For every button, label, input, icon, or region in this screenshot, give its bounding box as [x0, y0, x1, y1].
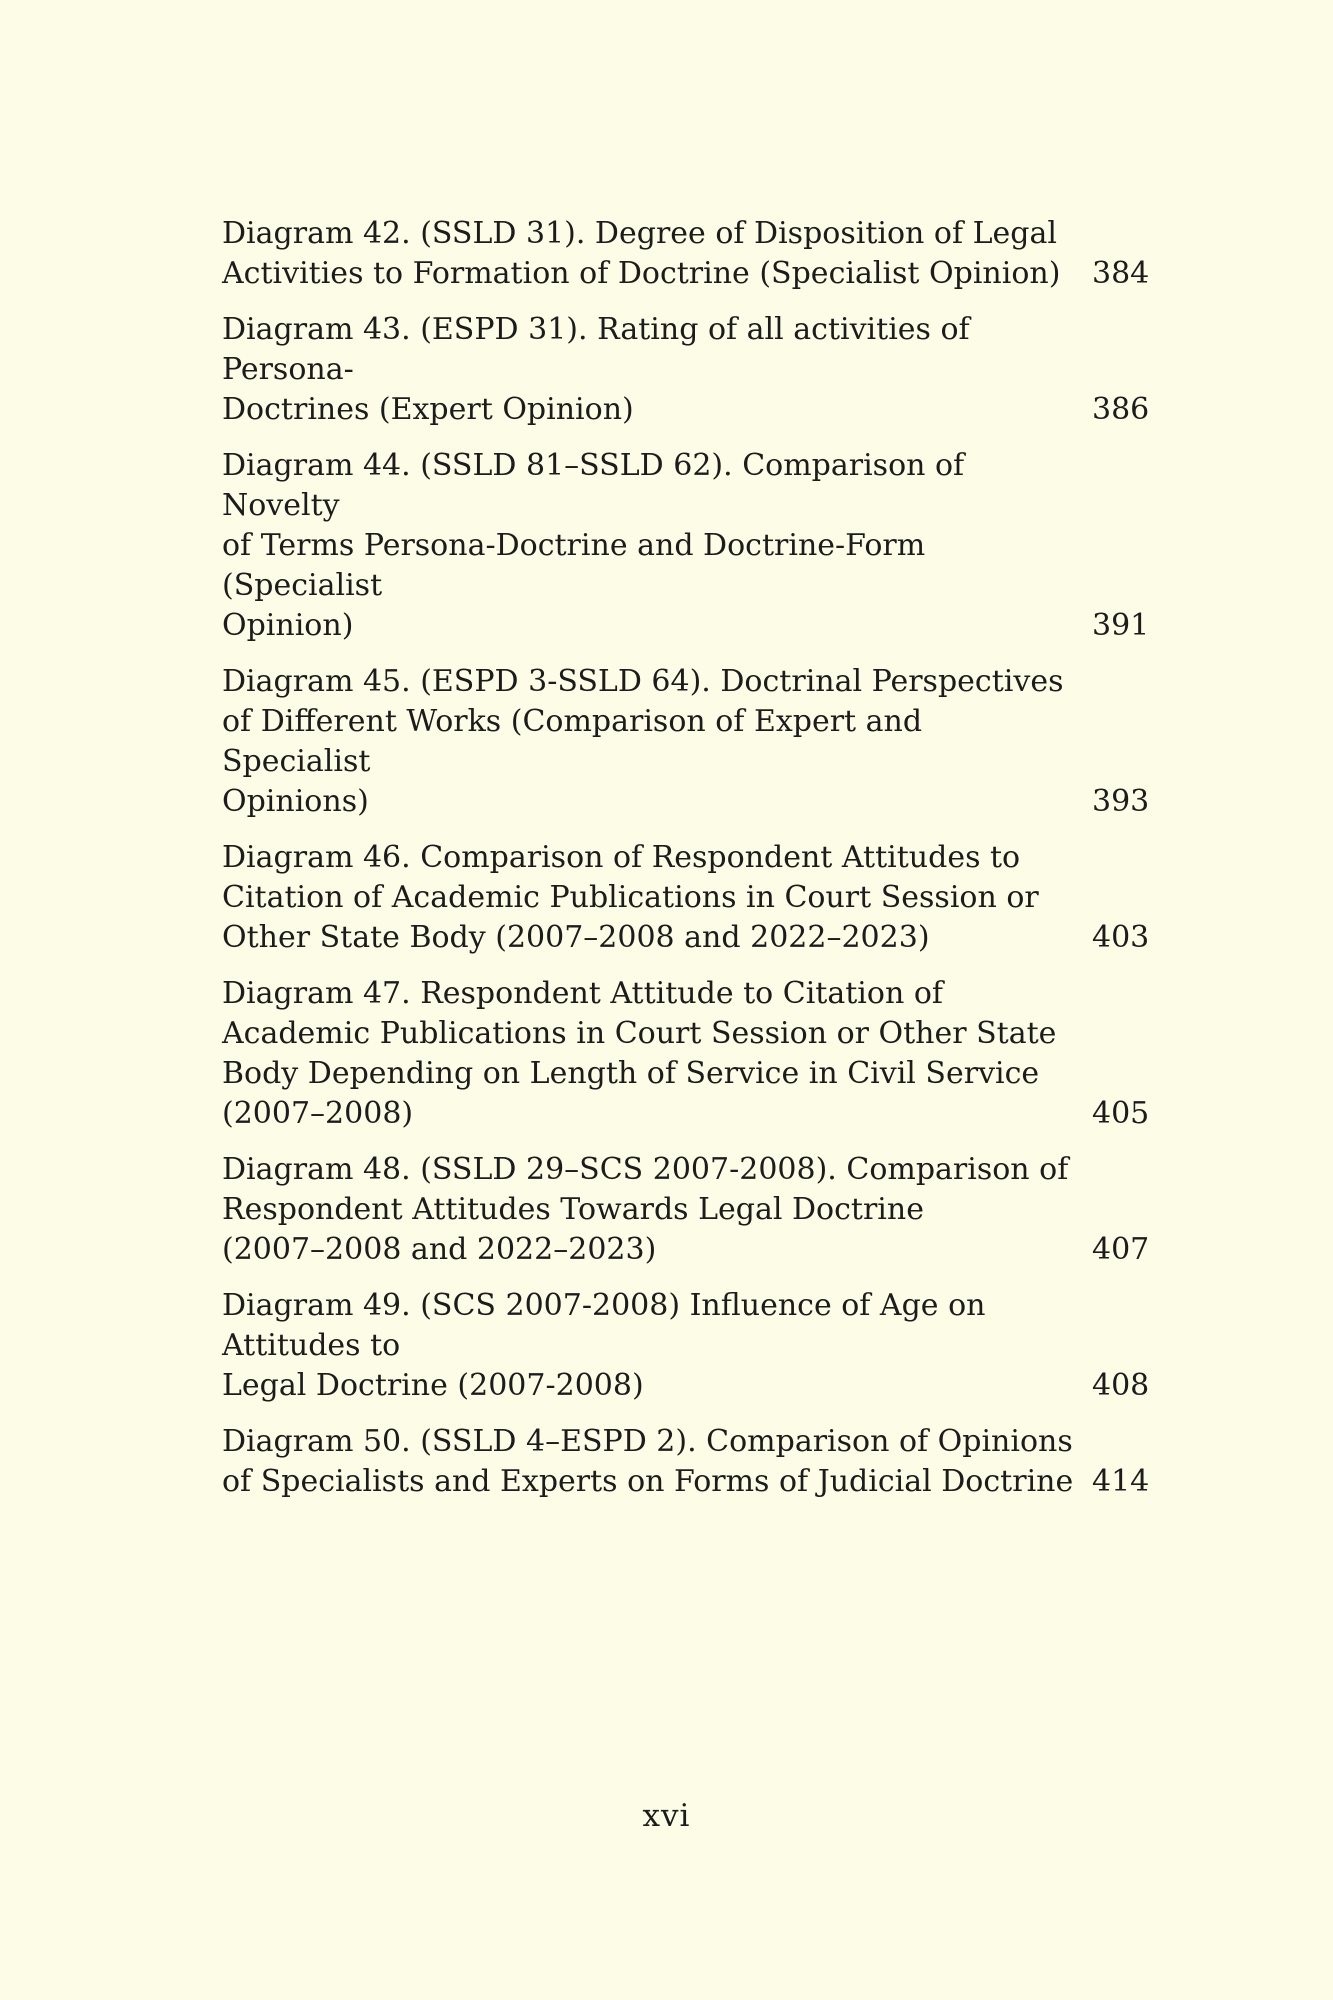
toc-entry-diagram-49 — [222, 1286, 1148, 1406]
toc-entry-page-number: 384 — [1092, 256, 1150, 291]
toc-entry-title: Diagram 45. (ESPD 3-SSLD 64). Doctrinal Perspectives of Different Works (Comparison of Expert and Specialist Opinions) — [222, 664, 1064, 819]
toc-entry-page-number: 407 — [1092, 1232, 1150, 1267]
toc-entry-title: Diagram 43. (ESPD 31). Rating of all activities of Persona- Doctrines (Expert Opinion) — [222, 312, 970, 427]
toc-entry-diagram-50 — [222, 1422, 1148, 1502]
toc-entry-diagram-42 — [222, 214, 1148, 294]
toc-entry-page-number: 386 — [1092, 392, 1150, 427]
toc-entry-title: Diagram 48. (SSLD 29–SCS 2007-2008). Comparison of Respondent Attitudes Towards Legal Doctrine (2007–2008 and 2022–2023) — [222, 1152, 1069, 1267]
toc-entry-page-number: 414 — [1092, 1464, 1150, 1499]
toc-entry-title: Diagram 42. (SSLD 31). Degree of Disposition of Legal Activities to Formation of Doctrine (Specialist Opinion) — [222, 216, 1061, 291]
toc-entry-diagram-48 — [222, 1150, 1148, 1270]
toc-entry-page-number: 393 — [1092, 784, 1150, 819]
toc-entry-title: Diagram 44. (SSLD 81–SSLD 62). Comparison of Novelty of Terms Persona-Doctrine and Doctrine-Form (Specialist Opinion) — [222, 448, 965, 643]
toc-entry-diagram-47 — [222, 974, 1148, 1134]
page-number: xvi — [642, 1798, 691, 1834]
toc-entry-diagram-44 — [222, 446, 1148, 646]
toc-list — [222, 214, 1148, 1518]
toc-entry-diagram-43 — [222, 310, 1148, 430]
toc-entry-page-number: 403 — [1092, 920, 1150, 955]
toc-entry-title: Diagram 49. (SCS 2007-2008) Influence of Age on Attitudes to Legal Doctrine (2007-2008) — [222, 1288, 986, 1403]
toc-entry-page-number: 405 — [1092, 1096, 1150, 1131]
toc-entry-diagram-46 — [222, 838, 1148, 958]
toc-entry-title: Diagram 46. Comparison of Respondent Attitudes to Citation of Academic Publications in Court Session or Other State Body (2007–2008 and 2022–2023) — [222, 840, 1039, 955]
toc-entry-title: Diagram 47. Respondent Attitude to Citation of Academic Publications in Court Session or Other State Body Depending on Length of Service in Civil Service (2007–2008) — [222, 976, 1057, 1131]
toc-entry-diagram-45 — [222, 662, 1148, 822]
toc-entry-title: Diagram 50. (SSLD 4–ESPD 2). Comparison of Opinions of Specialists and Experts on Forms of Judicial Doctrine — [222, 1424, 1074, 1499]
toc-entry-page-number: 408 — [1092, 1368, 1150, 1403]
toc-entry-page-number: 391 — [1092, 608, 1150, 643]
